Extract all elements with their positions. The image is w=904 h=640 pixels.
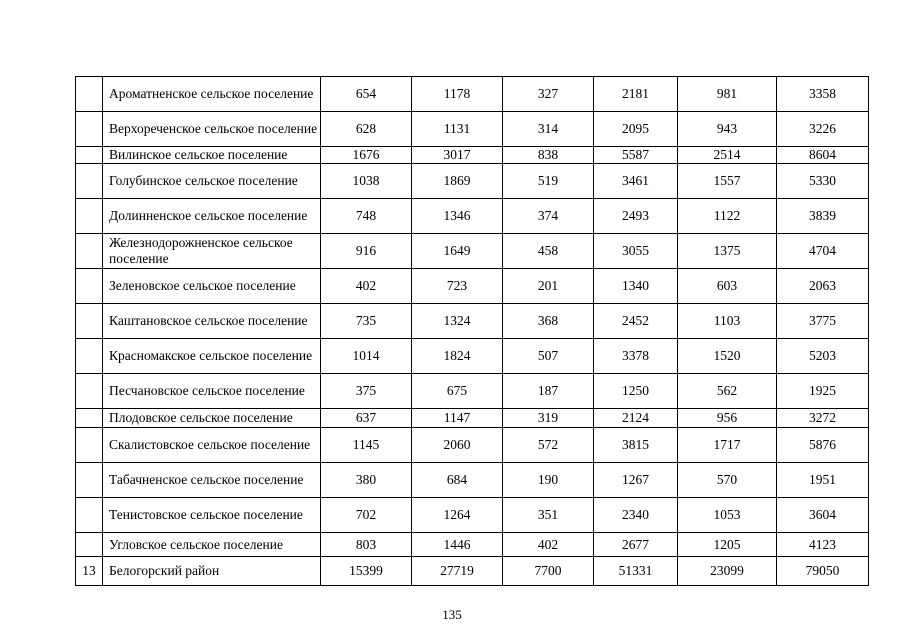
value-cell-col-1: 380: [321, 463, 412, 498]
value-cell-col-6: 5876: [777, 428, 869, 463]
value-cell-col-5: 1717: [678, 428, 777, 463]
settlement-name-cell: Каштановское сельское поселение: [103, 304, 321, 339]
table-row: [76, 77, 869, 112]
table-row: [76, 304, 869, 339]
value-cell-col-4: 2095: [594, 112, 678, 147]
value-cell-col-5: 1103: [678, 304, 777, 339]
value-cell-col-6: 4123: [777, 533, 869, 557]
row-number-cell: [76, 147, 103, 164]
value-cell-col-6: 3272: [777, 409, 869, 428]
settlement-name-cell: Верхореченское сельское поселение: [103, 112, 321, 147]
value-cell-col-1: 628: [321, 112, 412, 147]
value-cell-col-4: 2677: [594, 533, 678, 557]
value-cell-col-5: 23099: [678, 557, 777, 586]
table-body: [76, 77, 869, 586]
value-cell-col-4: 3055: [594, 234, 678, 269]
value-cell-col-3: 519: [503, 164, 594, 199]
value-cell-col-3: 458: [503, 234, 594, 269]
value-cell-col-6: 5330: [777, 164, 869, 199]
value-cell-col-2: 675: [412, 374, 503, 409]
value-cell-col-5: 603: [678, 269, 777, 304]
value-cell-col-3: 368: [503, 304, 594, 339]
row-number-cell: 13: [76, 557, 103, 586]
value-cell-col-3: 572: [503, 428, 594, 463]
value-cell-col-1: 1014: [321, 339, 412, 374]
table-row: [76, 533, 869, 557]
page-number: 135: [442, 607, 462, 622]
value-cell-col-4: 1267: [594, 463, 678, 498]
row-number-cell: [76, 428, 103, 463]
value-cell-col-1: 15399: [321, 557, 412, 586]
value-cell-col-5: 981: [678, 77, 777, 112]
settlement-name-cell: Тенистовское сельское поселение: [103, 498, 321, 533]
value-cell-col-2: 1178: [412, 77, 503, 112]
value-cell-col-6: 3775: [777, 304, 869, 339]
value-cell-col-6: 1925: [777, 374, 869, 409]
value-cell-col-1: 916: [321, 234, 412, 269]
value-cell-col-4: 3461: [594, 164, 678, 199]
value-cell-col-2: 1131: [412, 112, 503, 147]
value-cell-col-2: 1869: [412, 164, 503, 199]
value-cell-col-1: 702: [321, 498, 412, 533]
row-number-cell: [76, 339, 103, 374]
row-number-cell: [76, 269, 103, 304]
value-cell-col-1: 803: [321, 533, 412, 557]
value-cell-col-3: 7700: [503, 557, 594, 586]
value-cell-col-2: 1147: [412, 409, 503, 428]
row-number-cell: [76, 112, 103, 147]
settlement-name-cell: Белогорский район: [103, 557, 321, 586]
row-number-cell: [76, 77, 103, 112]
row-number-cell: [76, 374, 103, 409]
value-cell-col-4: 2181: [594, 77, 678, 112]
value-cell-col-2: 1264: [412, 498, 503, 533]
value-cell-col-3: 507: [503, 339, 594, 374]
value-cell-col-6: 1951: [777, 463, 869, 498]
table-row: [76, 234, 869, 269]
value-cell-col-2: 1346: [412, 199, 503, 234]
value-cell-col-6: 4704: [777, 234, 869, 269]
value-cell-col-5: 1205: [678, 533, 777, 557]
value-cell-col-6: 3839: [777, 199, 869, 234]
value-cell-col-6: 3226: [777, 112, 869, 147]
value-cell-col-1: 748: [321, 199, 412, 234]
table-row: [76, 147, 869, 164]
value-cell-col-3: 351: [503, 498, 594, 533]
value-cell-col-4: 3815: [594, 428, 678, 463]
value-cell-col-6: 2063: [777, 269, 869, 304]
value-cell-col-1: 375: [321, 374, 412, 409]
table-row: [76, 164, 869, 199]
settlement-name-cell: Зеленовское сельское поселение: [103, 269, 321, 304]
value-cell-col-1: 1145: [321, 428, 412, 463]
value-cell-col-5: 943: [678, 112, 777, 147]
table-row: [76, 498, 869, 533]
value-cell-col-5: 1053: [678, 498, 777, 533]
value-cell-col-3: 190: [503, 463, 594, 498]
table-row: [76, 463, 869, 498]
value-cell-col-6: 79050: [777, 557, 869, 586]
value-cell-col-3: 402: [503, 533, 594, 557]
value-cell-col-3: 838: [503, 147, 594, 164]
value-cell-col-1: 1038: [321, 164, 412, 199]
value-cell-col-1: 735: [321, 304, 412, 339]
value-cell-col-5: 1375: [678, 234, 777, 269]
settlement-name-cell: Песчановское сельское поселение: [103, 374, 321, 409]
value-cell-col-3: 319: [503, 409, 594, 428]
value-cell-col-5: 1122: [678, 199, 777, 234]
row-number-cell: [76, 234, 103, 269]
value-cell-col-3: 314: [503, 112, 594, 147]
value-cell-col-2: 1446: [412, 533, 503, 557]
table-row: [76, 409, 869, 428]
value-cell-col-2: 2060: [412, 428, 503, 463]
table-row: [76, 428, 869, 463]
value-cell-col-2: 723: [412, 269, 503, 304]
settlement-name-cell: Плодовское сельское поселение: [103, 409, 321, 428]
value-cell-col-2: 1649: [412, 234, 503, 269]
value-cell-col-5: 2514: [678, 147, 777, 164]
value-cell-col-3: 187: [503, 374, 594, 409]
settlement-name-cell: Долинненское сельское поселение: [103, 199, 321, 234]
value-cell-col-3: 374: [503, 199, 594, 234]
value-cell-col-1: 637: [321, 409, 412, 428]
row-number-cell: [76, 533, 103, 557]
row-number-cell: [76, 498, 103, 533]
value-cell-col-4: 1340: [594, 269, 678, 304]
settlement-name-cell: Голубинское сельское поселение: [103, 164, 321, 199]
value-cell-col-2: 3017: [412, 147, 503, 164]
value-cell-col-4: 5587: [594, 147, 678, 164]
value-cell-col-4: 2124: [594, 409, 678, 428]
row-number-cell: [76, 164, 103, 199]
value-cell-col-5: 956: [678, 409, 777, 428]
value-cell-col-4: 2340: [594, 498, 678, 533]
row-number-cell: [76, 304, 103, 339]
value-cell-col-1: 654: [321, 77, 412, 112]
value-cell-col-6: 3358: [777, 77, 869, 112]
value-cell-col-4: 2493: [594, 199, 678, 234]
row-number-cell: [76, 199, 103, 234]
row-number-cell: [76, 409, 103, 428]
row-number-cell: [76, 463, 103, 498]
table-row: [76, 112, 869, 147]
value-cell-col-5: 1520: [678, 339, 777, 374]
table-row: [76, 199, 869, 234]
table-row: [76, 557, 869, 586]
value-cell-col-1: 402: [321, 269, 412, 304]
table-row: [76, 339, 869, 374]
settlement-name-cell: Табачненское сельское поселение: [103, 463, 321, 498]
value-cell-col-2: 684: [412, 463, 503, 498]
value-cell-col-6: 5203: [777, 339, 869, 374]
value-cell-col-2: 1324: [412, 304, 503, 339]
settlement-name-cell: Железнодорожненское сельское поселение: [103, 234, 321, 269]
value-cell-col-1: 1676: [321, 147, 412, 164]
table-row: [76, 374, 869, 409]
value-cell-col-3: 327: [503, 77, 594, 112]
value-cell-col-5: 562: [678, 374, 777, 409]
value-cell-col-4: 2452: [594, 304, 678, 339]
settlement-name-cell: Красномакское сельское поселение: [103, 339, 321, 374]
settlement-name-cell: Ароматненское сельское поселение: [103, 77, 321, 112]
settlement-name-cell: Вилинское сельское поселение: [103, 147, 321, 164]
settlement-name-cell: Скалистовское сельское поселение: [103, 428, 321, 463]
table-row: [76, 269, 869, 304]
value-cell-col-5: 570: [678, 463, 777, 498]
settlement-name-cell: Угловское сельское поселение: [103, 533, 321, 557]
value-cell-col-2: 1824: [412, 339, 503, 374]
value-cell-col-6: 8604: [777, 147, 869, 164]
value-cell-col-4: 51331: [594, 557, 678, 586]
value-cell-col-4: 1250: [594, 374, 678, 409]
value-cell-col-4: 3378: [594, 339, 678, 374]
value-cell-col-6: 3604: [777, 498, 869, 533]
data-table: [75, 76, 869, 586]
value-cell-col-3: 201: [503, 269, 594, 304]
value-cell-col-2: 27719: [412, 557, 503, 586]
value-cell-col-5: 1557: [678, 164, 777, 199]
